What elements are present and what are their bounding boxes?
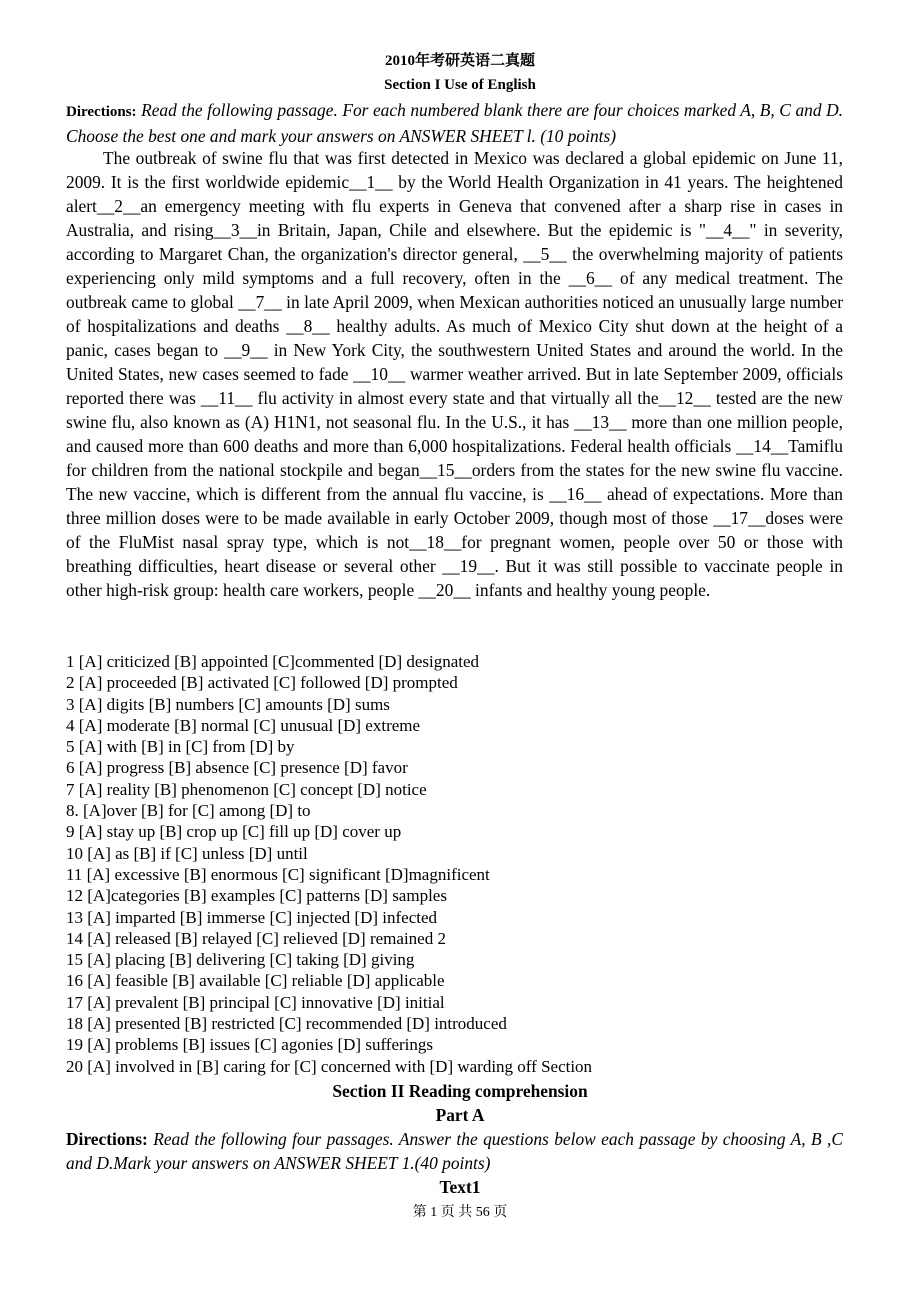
option-row-5: 5 [A] with [B] in [C] from [D] by — [66, 737, 295, 757]
option-row-10: 10 [A] as [B] if [C] unless [D] until — [66, 843, 308, 863]
option-row-20: 20 [A] involved in [B] caring for [C] concerned with [D] warding off Section — [66, 1056, 593, 1076]
directions-section-2 — [66, 1127, 843, 1175]
option-row-15: 15 [A] placing [B] delivering [C] taking [D] giving — [66, 950, 415, 970]
page-footer: 第 1 页 共 56 页 — [412, 1205, 508, 1220]
option-row-16: 16 [A] feasible [B] available [C] reliable [D] applicable — [66, 971, 445, 991]
directions-label: Directions: — [66, 104, 137, 120]
option-row-12: 12 [A]categories [B] examples [C] patterns [D] samples — [66, 886, 447, 906]
answer-options-list — [66, 651, 843, 1077]
option-row-17: 17 [A] prevalent [B] principal [C] innovative [D] initial — [66, 992, 445, 1012]
option-row-7: 7 [A] reality [B] phenomenon [C] concept [D] notice — [66, 779, 427, 799]
option-row-9: 9 [A] stay up [B] crop up [C] fill up [D] cover up — [66, 822, 402, 842]
directions-label: Directions: — [66, 1129, 148, 1149]
text-1-heading: Text1 — [439, 1177, 481, 1197]
option-row-13: 13 [A] imparted [B] immerse [C] injected [D] infected — [66, 907, 438, 927]
option-row-1: 1 [A] criticized [B] appointed [C]commented [D] designated — [66, 652, 480, 671]
option-row-3: 3 [A] digits [B] numbers [C] amounts [D] sums — [66, 694, 390, 714]
option-row-4: 4 [A] moderate [B] normal [C] unusual [D] extreme — [66, 715, 421, 735]
option-row-18: 18 [A] presented [B] restricted [C] recommended [D] introduced — [66, 1014, 507, 1034]
section-1-title: Section I Use of English — [384, 77, 536, 93]
cloze-passage: The outbreak of swine flu that was first detected in Mexico was declared a global epidemic on June 11, 2009. It is the first worldwide epidemic__1__ by the World Health Organization in 41 years. The heightened alert__2__an emergency meeting with flu experts in Geneva that convened after a sharp rise in cases in Australia, and rising__3__in Britain, Japan, Chile and elsewhere. But the epidemic is "__4__" in severity, according to Margaret Chan, the organization's director general, __5__ the overwhelming majority of patients experiencing only mild symptoms and a full recovery, often in the __6__ of any medical treatment. The outbreak came to global __7__ in late April 2009, when Mexican authorities noticed an unusually large number of hospitalizations and deaths __8__ healthy adults. As much of Mexico City shut down at the height of a panic, cases began to __9__ in New York City, the southwestern United States and around the world. In the United States, new cases seemed to fade __10__ warmer weather arrived. But in late September 2009, officials reported there was __11__ flu activity in almost every state and that virtually all the__12__ tested are the new swine flu, also known as (A) H1N1, not seasonal flu. In the U.S., it has __13__ more than one million people, and caused more than 600 deaths and more than 6,000 hospitalizations. Federal health officials __14__Tamiflu for children from the national stockpile and began__15__orders from the states for the new swine flu vaccine. The new vaccine, which is different from the annual flu vaccine, is __16__ ahead of expectations. More than three million doses were to be made available in early October 2009, though most of those __17__doses were of the FluMist nasal spray type, which is not__18__for pregnant women, people over 50 or those with breathing difficulties, heart disease or several other __19__. But it was still possible to vaccinate people in other high-risk group: health care workers, people __20__ infants and healthy young people. — [66, 148, 843, 600]
option-row-11: 11 [A] excessive [B] enormous [C] significant [D]magnificent — [66, 864, 490, 884]
directions-section-1 — [66, 98, 843, 148]
section-2-title: Section II Reading comprehension — [332, 1081, 588, 1101]
option-row-6: 6 [A] progress [B] absence [C] presence [D] favor — [66, 758, 408, 778]
option-row-2: 2 [A] proceeded [B] activated [C] followed [D] prompted — [66, 673, 458, 693]
option-row-14: 14 [A] released [B] relayed [C] relieved [D] remained 2 — [66, 928, 446, 948]
part-a-heading: Part A — [435, 1105, 485, 1125]
document-title: 2010年考研英语二真题 — [384, 53, 535, 69]
directions-text: Read the following four passages. Answer the questions below each passage by choosing A, B ,C and D.Mark your answers on ANSWER SHEET 1.(40 points) — [66, 1129, 843, 1173]
option-row-8: 8. [A]over [B] for [C] among [D] to — [66, 801, 311, 821]
option-row-19: 19 [A] problems [B] issues [C] agonies [D] sufferings — [66, 1035, 434, 1055]
directions-text: Read the following passage. For each numbered blank there are four choices marked A, B, C and D. Choose the best one and mark your answers on ANSWER SHEET l. (10 points) — [66, 100, 843, 146]
